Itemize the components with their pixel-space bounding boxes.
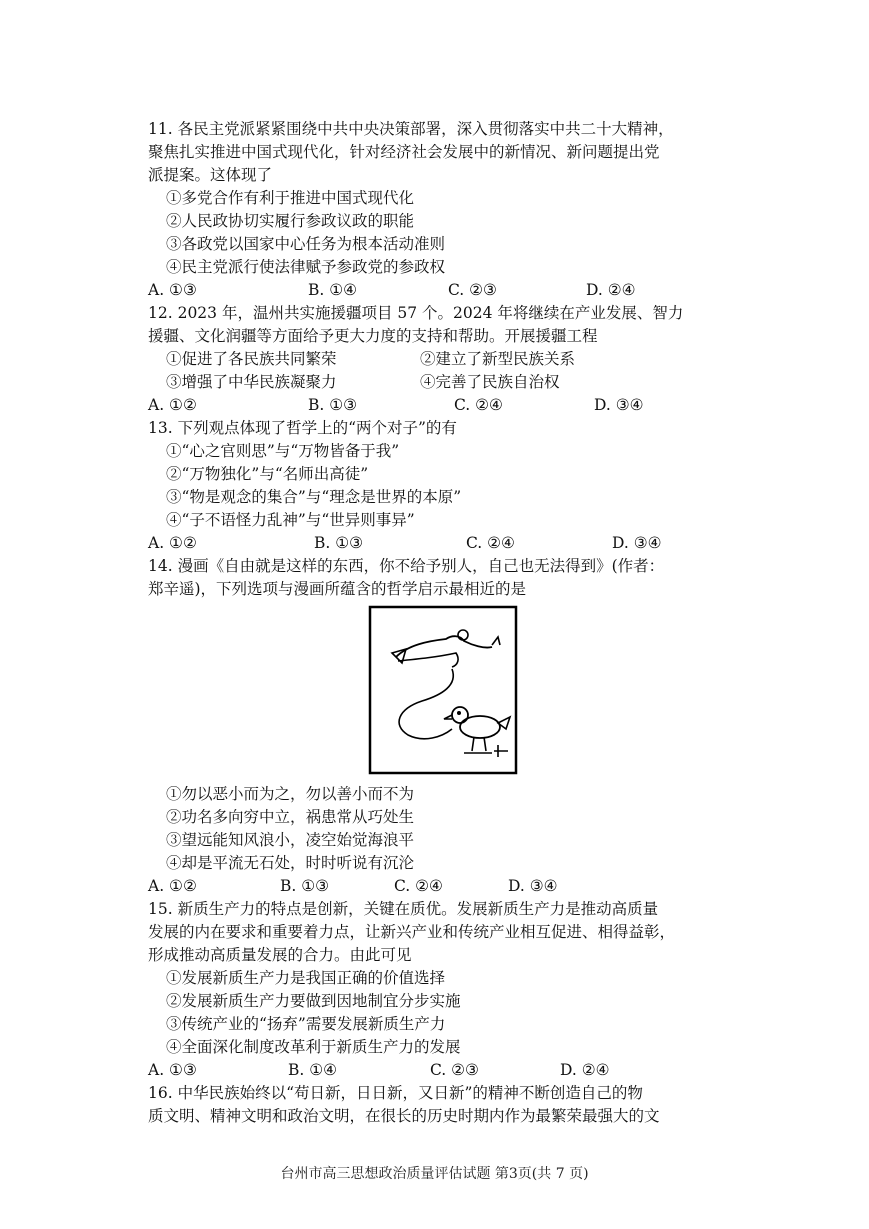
answer-d: D. ③④ [508,877,558,895]
answer-c: C. ②③ [430,1061,479,1079]
answer-c: C. ②③ [448,281,497,299]
answer-choices [148,532,728,555]
statement-option: ③增强了中华民族凝聚力 [166,373,337,391]
question-stem: 派提案。这体现了 [148,166,273,184]
question-stem: 13. 下列观点体现了哲学上的“两个对子”的有 [148,419,457,437]
answer-d: D. ③④ [594,396,644,414]
answer-b: B. ①④ [308,281,358,299]
answer-a: A. ①③ [148,1061,197,1079]
question-stem: 质文明、精神文明和政治文明，在很长的历史时期内作为最繁荣最强大的文 [148,1107,660,1125]
statement-option: ④完善了民族自治权 [420,373,560,391]
statement-option: ④民主党派行使法律赋予参政党的参政权 [166,258,446,276]
statement-option: ③“物是观念的集合”与“理念是世界的本原” [166,488,462,506]
question-stem: 15. 新质生产力的特点是创新，关键在质优。发展新质生产力是推动高质量 [148,900,659,918]
statement-option: ①多党合作有利于推进中国式现代化 [166,189,415,207]
answer-choices [148,1059,728,1082]
statement-option: ②发展新质生产力要做到因地制宜分步实施 [166,992,461,1010]
question-stem: 援疆、文化润疆等方面给予更大力度的支持和帮助。开展援疆工程 [148,327,598,345]
answer-a: A. ①③ [148,281,197,299]
answer-b: B. ①④ [288,1061,338,1079]
answer-c: C. ②④ [394,877,443,895]
answer-c: C. ②④ [466,534,515,552]
answer-b: B. ①③ [280,877,330,895]
answer-a: A. ①② [148,877,197,895]
statement-option: ④“子不语怪力乱神”与“世异则事异” [166,511,415,529]
answer-a: A. ①② [148,534,197,552]
statement-option: ①发展新质生产力是我国正确的价值选择 [166,969,446,987]
statement-option: ④却是平流无石处，时时听说有沉沦 [166,854,415,872]
answer-b: B. ①③ [308,396,358,414]
answer-b: B. ①③ [314,534,364,552]
question-stem: 12. 2023 年，温州共实施援疆项目 57 个。2024 年将继续在产业发展、智力 [148,304,684,322]
question-11 [148,118,728,302]
question-stem: 16. 中华民族始终以“苟日新，日日新，又日新”的精神不断创造自己的物 [148,1084,643,1102]
statement-option-row [148,348,728,371]
statement-option: ②功名多向穷中立，祸患常从巧处生 [166,808,415,826]
answer-c: C. ②④ [454,396,503,414]
answer-d: D. ②④ [586,281,636,299]
answer-d: D. ③④ [612,534,662,552]
question-13 [148,417,728,555]
statement-option: ②“万物独化”与“名师出高徒” [166,465,369,483]
question-stem: 形成推动高质量发展的合力。由此可见 [148,946,412,964]
question-stem: 14. 漫画《自由就是这样的东西，你不给予别人，自己也无法得到》(作者： [148,557,665,575]
question-stem: 聚焦扎实推进中国式现代化，针对经济社会发展中的新情况、新问题提出党 [148,143,660,161]
question-12 [148,302,728,417]
question-stem: 郑辛遥)，下列选项与漫画所蕴含的哲学启示最相近的是 [148,580,527,598]
statement-option-row [148,371,728,394]
statement-option: ③传统产业的“扬弃”需要发展新质生产力 [166,1015,446,1033]
statement-option: ②建立了新型民族关系 [420,350,576,368]
statement-option: ①促进了各民族共同繁荣 [166,350,337,368]
exam-page [148,118,728,1128]
answer-choices [148,394,728,417]
question-stem: 发展的内在要求和重要着力点，让新兴产业和传统产业相互促进、相得益彰， [148,923,676,941]
answer-choices [148,279,728,302]
question-stem: 11. 各民主党派紧紧围绕中共中央决策部署，深入贯彻落实中共二十大精神， [148,120,674,138]
question-15 [148,898,728,1082]
page-footer: 台州市高三思想政治质量评估试题 第3页(共 7 页) [280,1166,589,1182]
statement-option: ①“心之官则思”与“万物皆备于我” [166,442,400,460]
statement-option: ③望远能知风浪小，凌空始觉海浪平 [166,831,415,849]
statement-option: ②人民政协切实履行参政议政的职能 [166,212,415,230]
statement-option: ④全面深化制度改革利于新质生产力的发展 [166,1038,461,1056]
answer-d: D. ②④ [560,1061,610,1079]
answer-a: A. ①② [148,396,197,414]
statement-option: ①勿以恶小而为之，勿以善小而不为 [166,785,415,803]
answer-choices [148,875,728,898]
freedom-cartoon-image [368,605,518,775]
question-16 [148,1082,728,1128]
statement-option: ③各政党以国家中心任务为根本活动准则 [166,235,446,253]
question-14 [148,555,728,898]
